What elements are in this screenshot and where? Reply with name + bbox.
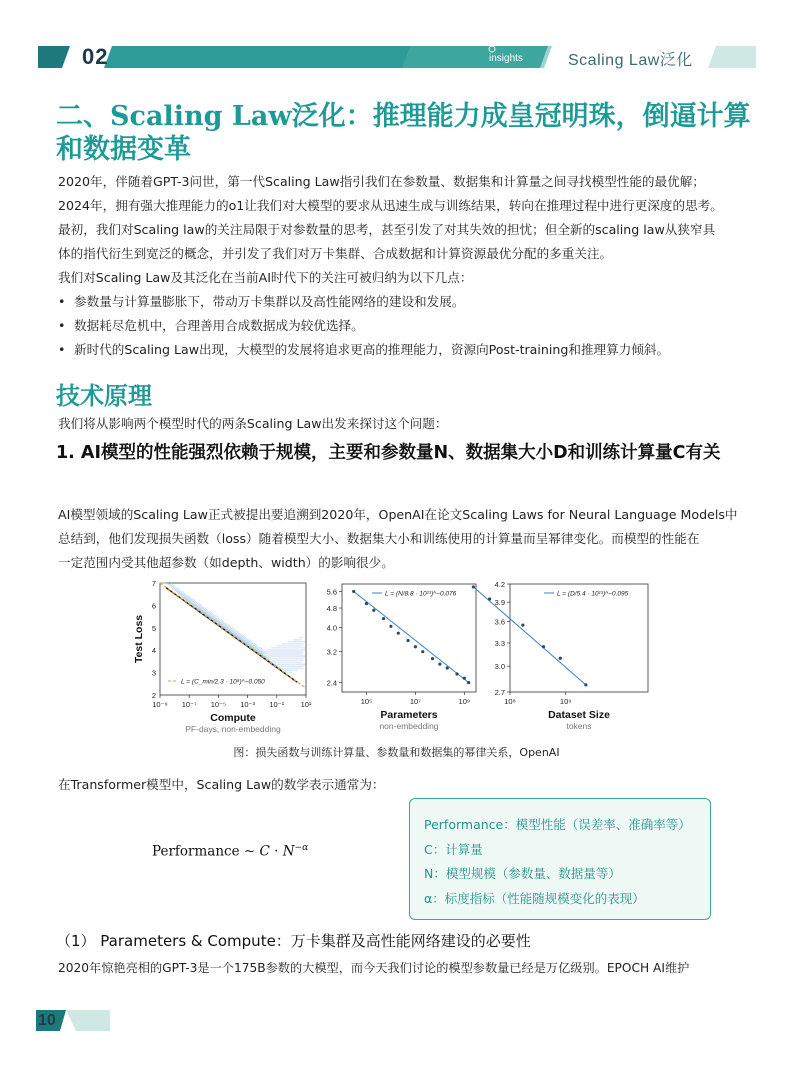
intro-line-2: 2024年，拥有强大推理能力的o1让我们对大模型的要求从迅速生成与训练结果，转向在推理过程中进行更深度的思考。 (58, 198, 723, 213)
definition-item: Performance：模型性能（误差率、准确率等） (424, 817, 691, 832)
x-axis-sublabel: tokens (566, 721, 592, 731)
bullet-text: 参数量与计算量膨胀下，带动万卡集群以及高性能网络的建设和发展。 (74, 294, 465, 309)
data-point (521, 623, 524, 626)
plot-frame (342, 584, 476, 692)
legend-label: L = (D/5.4 · 10¹³)^−0.095 (557, 590, 629, 598)
data-point (372, 609, 375, 612)
definition-item: α：标度指标（性能随规模变化的表现） (424, 890, 645, 906)
section-number: 02 (82, 44, 109, 69)
x-tick-label: 10⁻³ (240, 700, 256, 709)
formula-intro: 在Transformer模型中，Scaling Law的数学表示通常为： (58, 777, 385, 792)
y-tick-label: 5.6 (326, 587, 337, 597)
data-point (542, 645, 545, 648)
page-number: 10 (38, 1012, 56, 1029)
last-paragraph: 2020年惊艳亮相的GPT-3是一个175B参数的大模型，而今天我们讨论的模型参数量已经是万亿级别。EPOCH AI维护 (58, 961, 690, 975)
point-title: 1. AI模型的性能强烈依赖于规模，主要和参数量N、数据集大小D和训练计算量C有关 (56, 443, 721, 463)
definition-item: N：模型规模（参数量、数据量等） (424, 866, 621, 881)
bullet-dot: • (58, 294, 66, 309)
x-tick-label: 10⁹ (458, 697, 471, 706)
y-tick-label: 4.8 (326, 604, 337, 614)
x-tick-label: 10⁸ (504, 697, 516, 706)
data-point (584, 683, 587, 686)
y-tick-label: 3.9 (494, 598, 505, 608)
y-tick-label: 3.6 (494, 617, 505, 627)
data-point (431, 657, 434, 660)
y-tick-label: 2.7 (494, 688, 505, 697)
y-tick-label: 3.0 (494, 662, 505, 672)
dataset-chart (472, 580, 648, 731)
x-tick-label: 10⁻¹ (269, 700, 285, 709)
formula-c: C (259, 843, 270, 860)
data-point (446, 666, 449, 669)
bullet-item (58, 314, 364, 338)
y-tick-label: 3 (151, 668, 156, 678)
formula-exponent: −α (294, 843, 309, 853)
y-tick-label: 7 (151, 579, 156, 588)
insights-label: insights (489, 53, 523, 64)
data-point (467, 681, 470, 684)
data-point (472, 585, 475, 588)
y-tick-label: 4 (151, 646, 156, 656)
y-tick-label: 2.4 (326, 678, 337, 688)
formula-op: ∼ (243, 843, 256, 860)
bullet-dot: • (58, 318, 66, 333)
y-axis-label: Test Loss (133, 614, 145, 664)
data-point (406, 639, 409, 642)
definition-item: C：计算量 (424, 841, 483, 857)
data-point (463, 677, 466, 680)
data-point (414, 645, 417, 648)
intro-line-4: 体的指代衍生到宽泛的概念，并引发了我们对万卡集群、合成数据和计算资源最优分配的多重关注。 (58, 246, 613, 261)
data-point (438, 663, 441, 666)
data-point (455, 672, 458, 675)
header-topic: Scaling Law泛化 (568, 52, 693, 69)
bullet-text: 数据耗尽危机中，合理善用合成数据成为较优选择。 (74, 318, 364, 333)
section-intro: 我们将从影响两个模型时代的两条Scaling Law出发来探讨这个问题： (58, 416, 448, 431)
point-line-2: 总结到，他们发现损失函数（loss）随着模型大小、数据集大小和训练使用的计算量而呈幂律变化。而模型的性能在 (58, 531, 700, 546)
x-tick-label: 10⁻⁵ (210, 700, 227, 709)
parameters-chart (327, 584, 476, 731)
x-axis-sublabel: PF-days, non-embedding (185, 724, 281, 734)
compute-chart (133, 579, 312, 734)
definition-box (409, 798, 711, 920)
data-point (365, 602, 368, 605)
data-point (488, 597, 491, 600)
formula-n: N (282, 843, 295, 860)
y-tick-label: 3.2 (326, 647, 337, 657)
x-axis-label: Dataset Size (548, 709, 610, 721)
y-tick-label: 2 (151, 691, 156, 700)
x-tick-label: 10¹ (300, 700, 312, 709)
y-tick-label: 3.3 (494, 638, 505, 648)
intro-line-1: 2020年，伴随着GPT-3问世，第一代Scaling Law指引我们在参数量、数据集和计算量之间寻找模型性能的最优解； (58, 174, 705, 189)
x-tick-label: 10⁹ (559, 697, 572, 706)
x-axis-label: Compute (210, 712, 256, 724)
figure-caption: 图：损失函数与训练计算量、参数量和数据集的幂律关系，OpenAI (233, 746, 560, 759)
formula (152, 843, 308, 860)
data-point (421, 650, 424, 653)
section-title: 技术原理 (56, 382, 152, 410)
subheading: （1） Parameters & Compute：万卡集群及高性能网络建设的必要性 (56, 932, 531, 950)
bullet-dot: • (58, 342, 66, 357)
bullet-text: 新时代的Scaling Law出现，大模型的发展将追求更高的推理能力，资源向Post-training和推理算力倾斜。 (74, 342, 670, 357)
bullet-item (58, 338, 669, 362)
y-tick-label: 6 (151, 601, 156, 611)
formula-lhs: Performance (152, 843, 240, 860)
y-tick-label: 5 (151, 623, 156, 633)
y-tick-label: 4.2 (494, 580, 505, 589)
x-axis-label: Parameters (380, 709, 438, 721)
x-tick-label: 10⁵ (360, 697, 373, 706)
data-point (559, 657, 562, 660)
intro-line-5: 我们对Scaling Law及其泛化在当前AI时代下的关注可被归纳为以下几点： (58, 270, 473, 285)
bullet-item (58, 290, 464, 314)
x-axis-sublabel: non-embedding (379, 721, 439, 731)
page-title: 二、Scaling Law泛化：推理能力成皇冠明珠，倒逼计算和数据变革 (56, 101, 751, 165)
figure-charts (0, 575, 793, 740)
legend-label: L = (C_min/2.3 · 10⁸)^−0.050 (181, 678, 265, 686)
data-point (389, 625, 392, 628)
plot-frame (510, 584, 648, 692)
formula-dot: · (274, 843, 279, 860)
y-tick-label: 4.0 (326, 623, 337, 633)
x-tick-label: 10⁷ (409, 697, 421, 706)
footer-bar (0, 1005, 793, 1035)
point-line-1: AI模型领域的Scaling Law正式被提出要追溯到2020年，OpenAI在论文Scaling Laws for Neural Language Models中 (58, 507, 738, 522)
data-point (382, 617, 385, 620)
point-line-3: 一定范围内受其他超参数（如depth、width）的影响很少。 (58, 555, 394, 570)
data-point (352, 590, 355, 593)
data-point (397, 632, 400, 635)
x-tick-label: 10⁻⁷ (181, 700, 197, 709)
x-tick-label: 10⁻⁹ (152, 700, 168, 709)
intro-line-3: 最初，我们对Scaling law的关注局限于对参数量的思考，甚至引发了对其失效的担忧；但全新的scaling law从狭窄具 (58, 222, 716, 237)
legend-label: L = (N/8.8 · 10¹³)^−0.076 (385, 590, 457, 598)
